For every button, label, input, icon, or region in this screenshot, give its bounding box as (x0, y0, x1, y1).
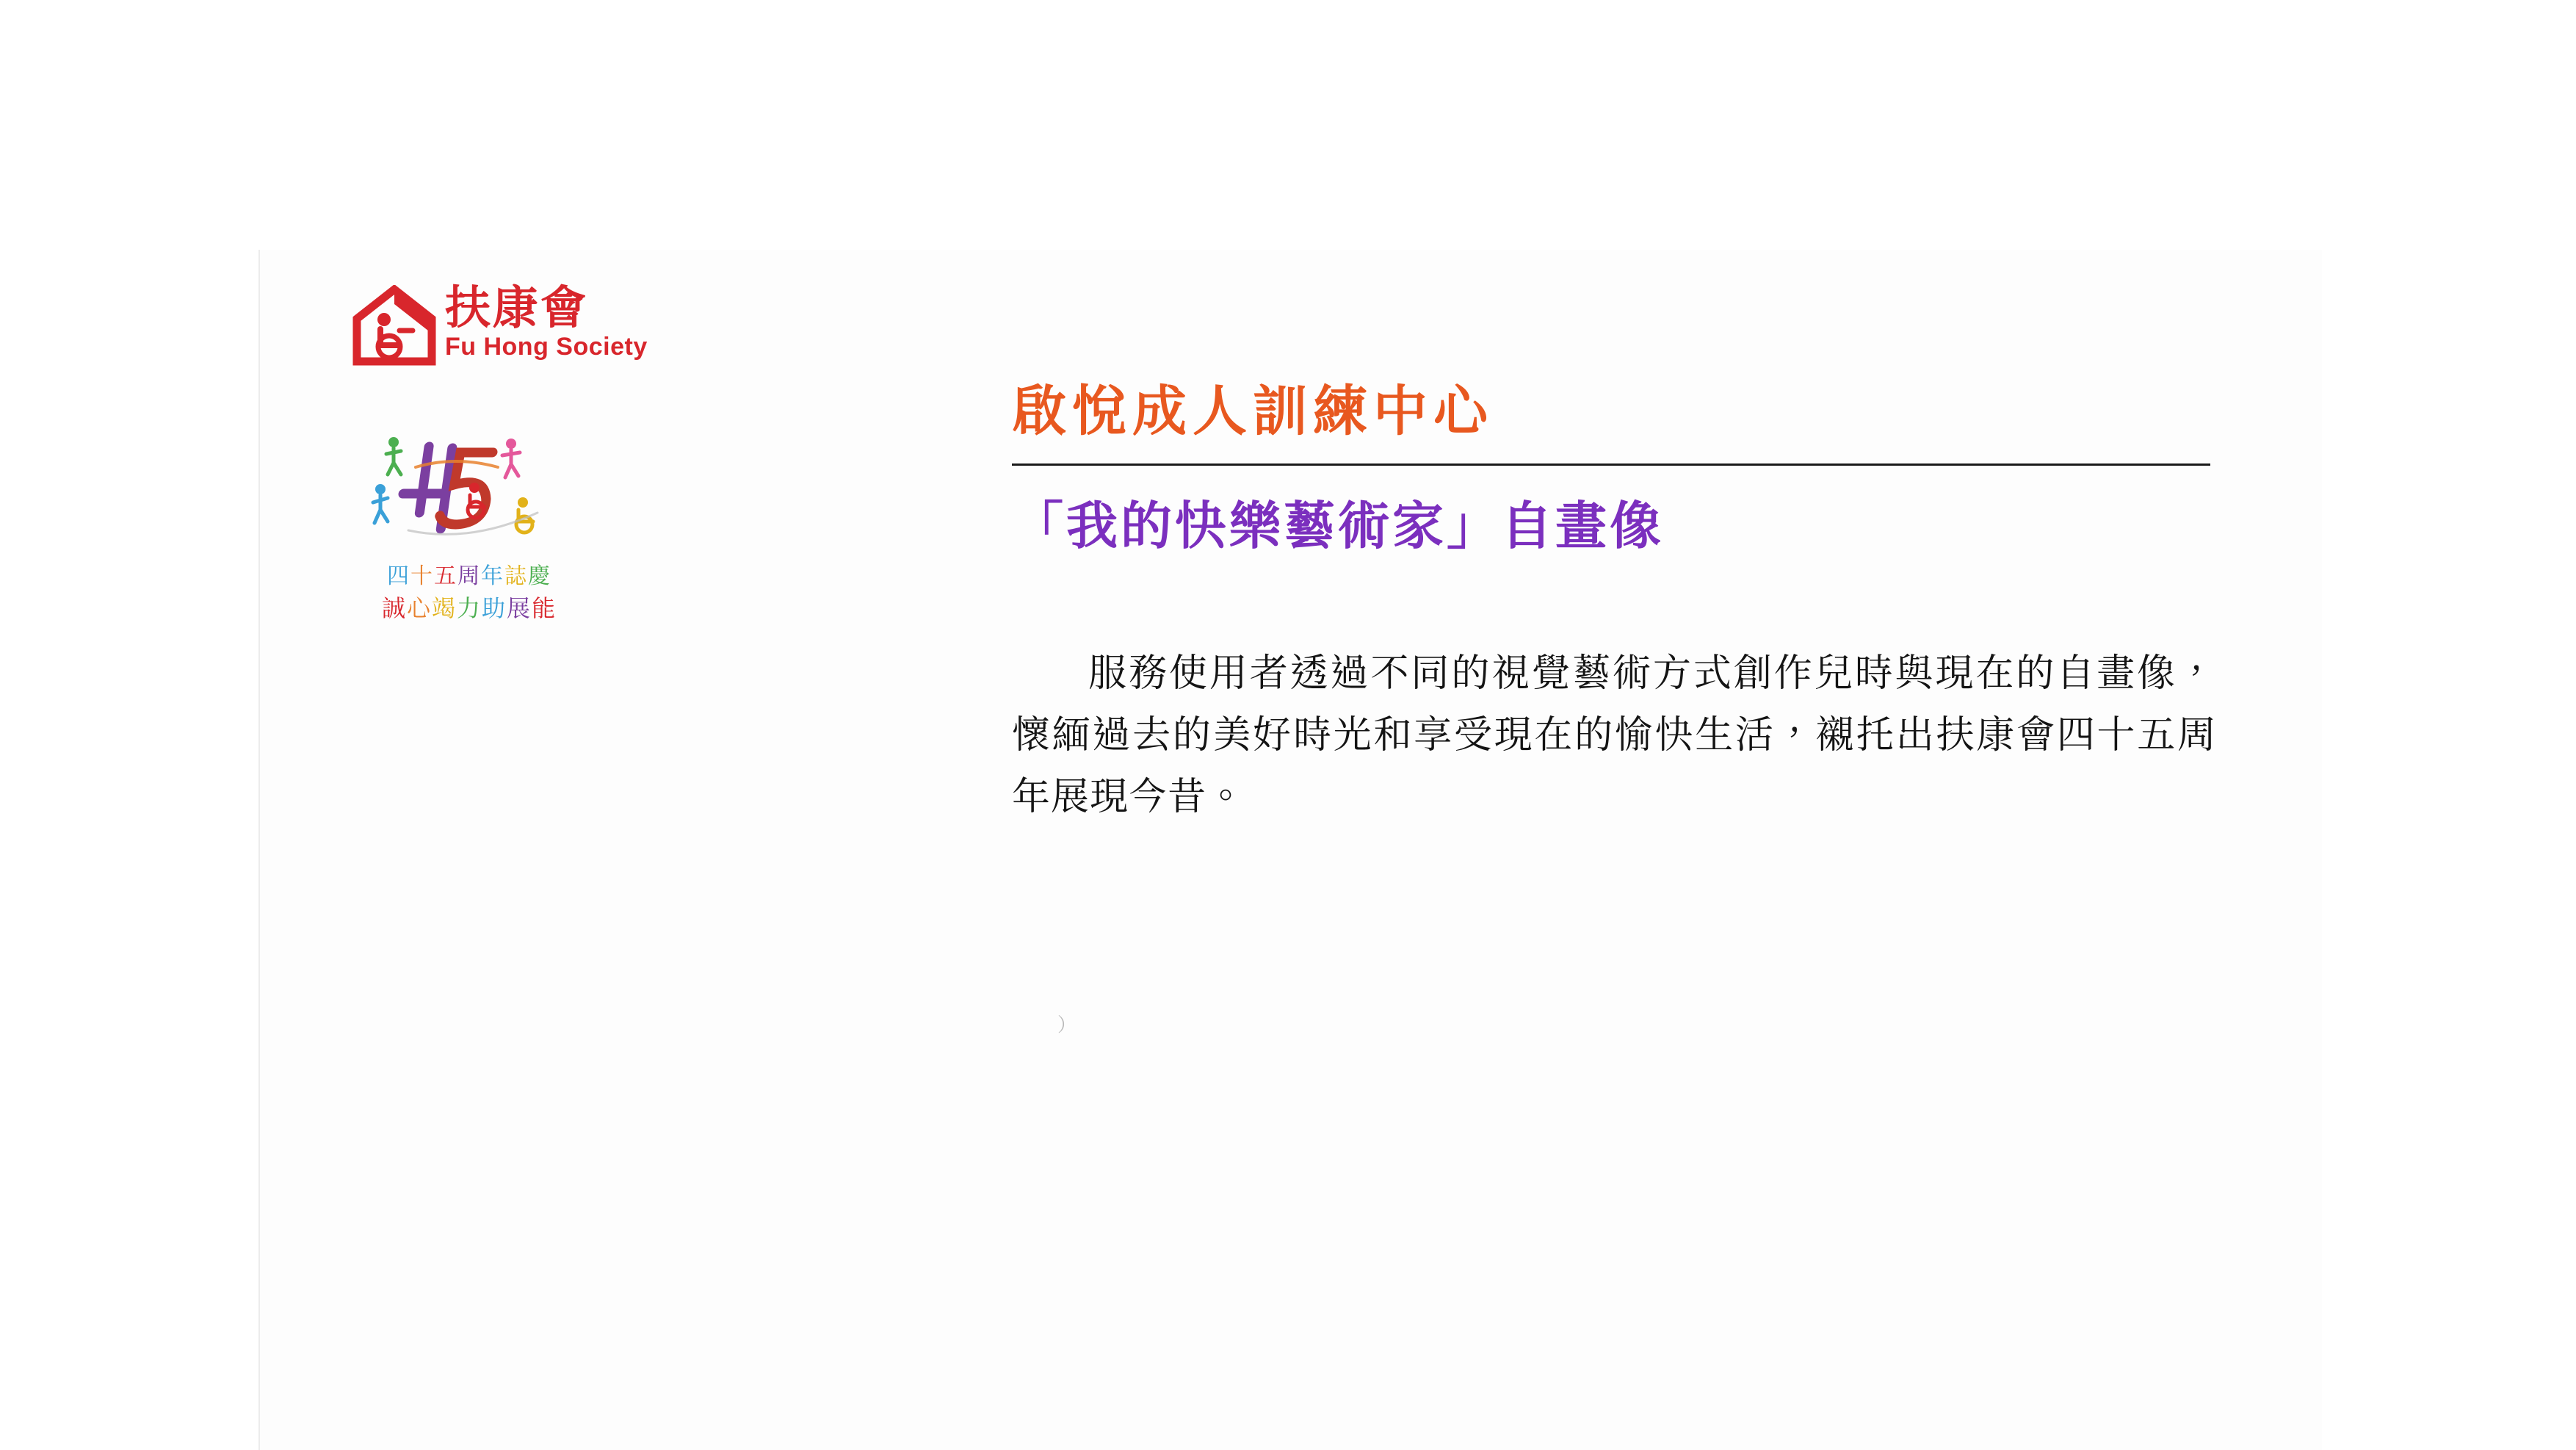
anniversary-figures-icon (345, 426, 587, 573)
fu-hong-society-logo (345, 279, 648, 375)
anniversary-tagline-line1: 四十五周年誌慶 (387, 563, 551, 589)
work-title-heading: 「我的快樂藝術家」自畫像 (1012, 496, 1664, 557)
anniversary-tagline (348, 563, 590, 623)
description-paragraph: 服務使用者透過不同的視覺藝術方式創作兒時與現在的自畫像，懷緬過去的美好時光和享受現在的愉快生活，襯托出扶康會四十五周年展現今昔。 (1012, 651, 2216, 820)
content-column (1012, 382, 2231, 829)
house-wheelchair-icon (351, 285, 438, 366)
org-name-english: Fu Hong Society (445, 333, 648, 361)
org-name-chinese: 扶康會 (445, 281, 589, 334)
anniversary-45-logo (345, 426, 587, 639)
logo-block (345, 279, 654, 639)
horizontal-rule (1012, 464, 2210, 466)
center-name-heading: 啟悅成人訓練中心 (1012, 380, 1494, 443)
sheet-left-edge (258, 250, 260, 1450)
anniversary-tagline-line2: 誠心竭力助展能 (381, 594, 557, 622)
stray-ink-mark: ） (1057, 1014, 1077, 1036)
fu-hong-society-wordmark (445, 281, 648, 361)
